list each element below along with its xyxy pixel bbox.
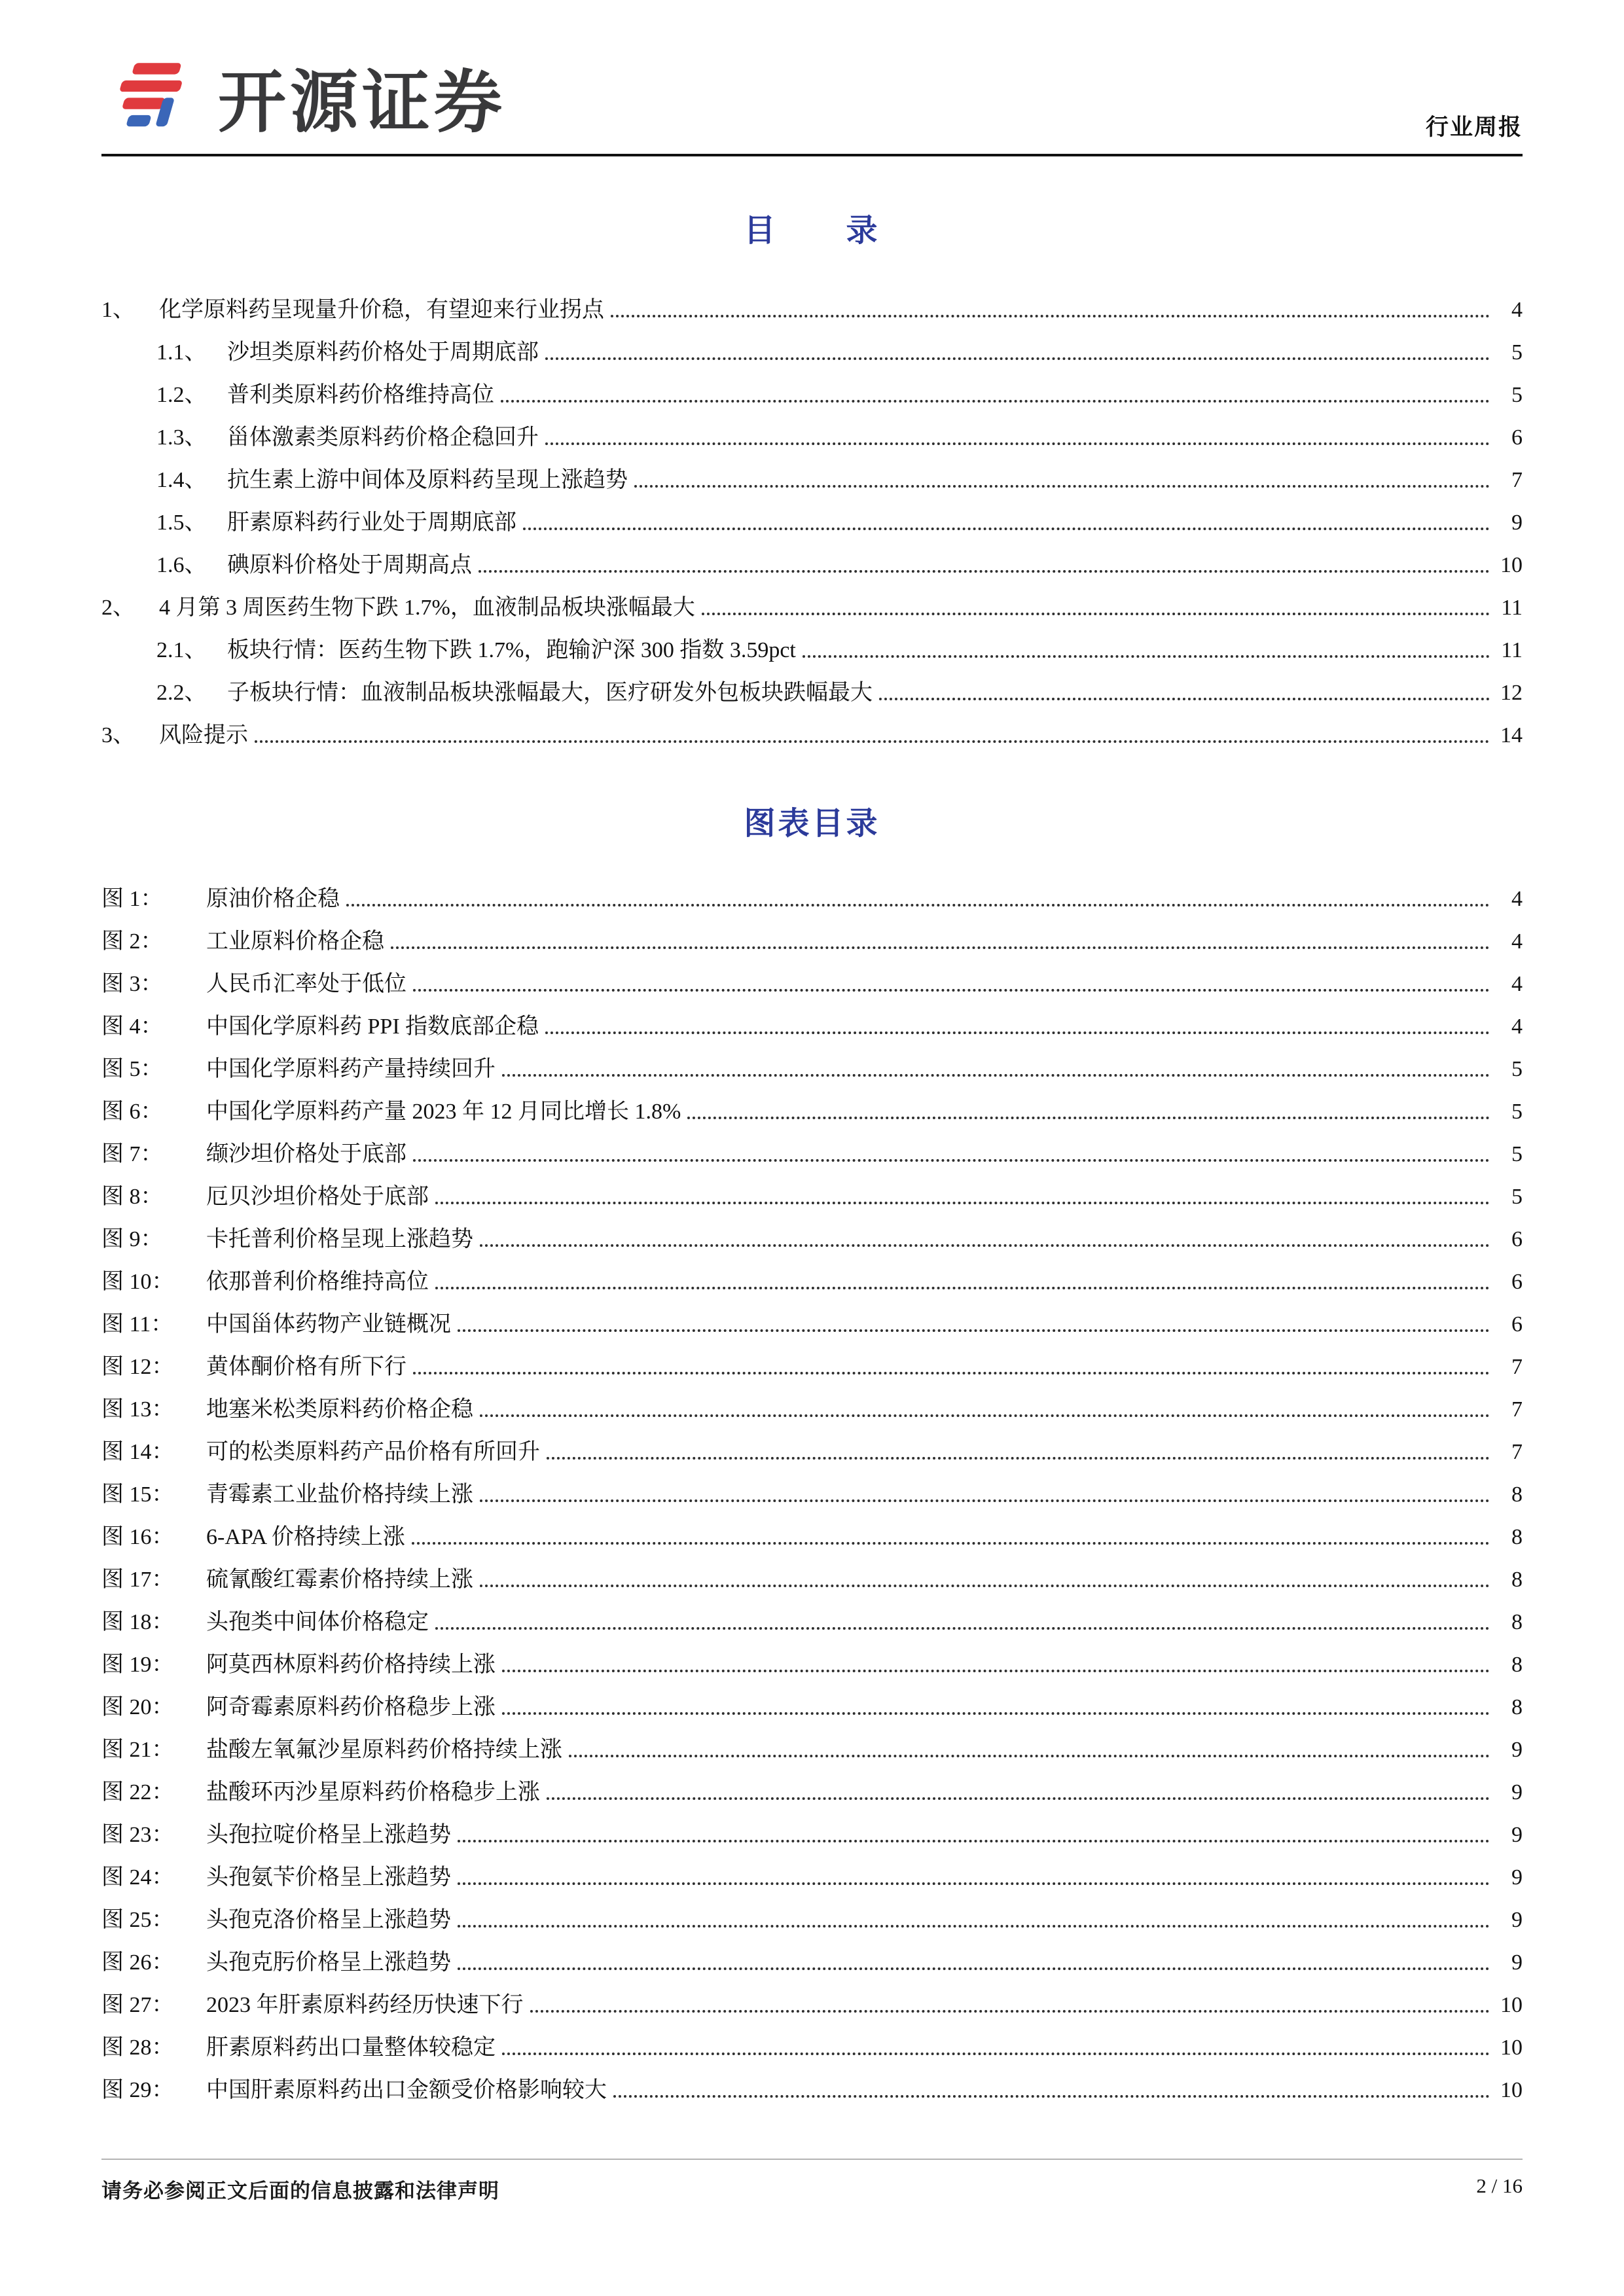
figure-entry[interactable]	[101, 1977, 1523, 2019]
figure-entry-number: 图 24：	[101, 1865, 174, 1890]
figure-entry[interactable]	[101, 1083, 1523, 1126]
figure-dotted-leader	[547, 1457, 1490, 1460]
figure-entry-page: 6	[1511, 1270, 1523, 1295]
toc-entry-number: 2.1、	[156, 638, 207, 663]
toc-list	[101, 281, 1523, 749]
toc-dotted-leader	[803, 655, 1490, 658]
figure-entry-number: 图 19：	[101, 1653, 174, 1677]
toc-entry-title: 化学原料药呈现量升价稳，有望迎来行业拐点	[159, 298, 604, 323]
toc-entry-number: 3、	[101, 723, 135, 748]
toc-entry-number: 2.2、	[156, 681, 207, 706]
figure-entry-number: 图 11：	[101, 1312, 173, 1337]
figure-entry[interactable]	[101, 1934, 1523, 1977]
figure-entry[interactable]	[101, 1381, 1523, 1424]
figure-entry-page: 9	[1511, 1738, 1523, 1763]
figure-entry-number: 图 4：	[101, 1014, 163, 1039]
figure-entry[interactable]	[101, 1721, 1523, 1764]
figure-entry-title: 2023 年肝素原料药经历快速下行	[206, 1993, 524, 2018]
toc-dotted-leader	[255, 740, 1490, 743]
figure-entry[interactable]	[101, 2062, 1523, 2104]
toc-entry-title: 板块行情：医药生物下跌 1.7%，跑输沪深 300 指数 3.59pct	[227, 638, 796, 663]
toc-dotted-leader	[523, 528, 1490, 530]
figure-entry-page: 8	[1511, 1525, 1523, 1550]
figure-dotted-leader	[480, 1244, 1490, 1247]
toc-dotted-leader	[879, 698, 1490, 700]
toc-entry-title: 子板块行情：血液制品板块涨幅最大，医疗研发外包板块跌幅最大	[227, 681, 873, 706]
figure-entry-number: 图 10：	[101, 1270, 174, 1295]
figure-entry-number: 图 2：	[101, 929, 163, 954]
figure-entry-number: 图 16：	[101, 1525, 174, 1550]
figure-entry[interactable]	[101, 1806, 1523, 1849]
figure-entry-page: 8	[1511, 1482, 1523, 1507]
figure-entry[interactable]	[101, 956, 1523, 998]
toc-dotted-leader	[702, 613, 1490, 615]
page-header	[101, 58, 1523, 156]
figure-entry[interactable]	[101, 1764, 1523, 1806]
figure-dotted-leader	[687, 1117, 1490, 1119]
figure-entry-title: 中国甾体药物产业链概况	[206, 1312, 451, 1337]
toc-entry-title: 风险提示	[159, 723, 248, 748]
figure-entry-title: 人民币汇率处于低位	[206, 972, 406, 997]
footer-page-number: 2 / 16	[1476, 2174, 1523, 2197]
toc-entry-page: 12	[1500, 681, 1523, 706]
figure-entry[interactable]	[101, 1211, 1523, 1253]
figure-entry[interactable]	[101, 1041, 1523, 1083]
report-type-label: 行业周报	[1425, 115, 1523, 140]
figure-entry-page: 7	[1511, 1355, 1523, 1380]
figure-dotted-leader	[480, 1585, 1490, 1587]
figure-entry-page: 8	[1511, 1568, 1523, 1592]
figure-dotted-leader	[545, 1031, 1490, 1034]
figure-entry-title: 中国肝素原料药出口金额受价格影响较大	[206, 2078, 607, 2103]
brand-logo	[101, 58, 506, 147]
figure-dotted-leader	[435, 1287, 1490, 1289]
figure-entry-title: 阿奇霉素原料药价格稳步上涨	[206, 1695, 496, 1720]
figure-dotted-leader	[458, 1882, 1490, 1885]
page-footer	[101, 2159, 1523, 2204]
figure-entry-title: 依那普利价格维持高位	[206, 1270, 429, 1295]
figure-entry-title: 青霉素工业盐价格持续上涨	[206, 1482, 473, 1507]
figure-dotted-leader	[435, 1627, 1490, 1630]
figure-entry-number: 图 14：	[101, 1440, 174, 1465]
figure-entry-page: 9	[1511, 1865, 1523, 1890]
toc-entry-title: 碘原料价格处于周期高点	[227, 553, 472, 578]
figure-entry[interactable]	[101, 1551, 1523, 1594]
figure-entry[interactable]	[101, 870, 1523, 913]
figure-entry-title: 头孢拉啶价格呈上涨趋势	[206, 1823, 451, 1848]
figure-dotted-leader	[346, 904, 1490, 906]
figure-dotted-leader	[458, 1925, 1490, 1928]
figure-entry-page: 5	[1511, 1100, 1523, 1124]
toc-entry-number: 1、	[101, 298, 135, 323]
toc-entry-page: 6	[1511, 425, 1523, 450]
figure-entry-number: 图 1：	[101, 887, 163, 912]
toc-dotted-leader	[611, 315, 1490, 317]
figure-entry-title: 肝素原料药出口量整体较稳定	[206, 2036, 496, 2060]
figure-entry-number: 图 22：	[101, 1780, 174, 1805]
figure-entry[interactable]	[101, 1892, 1523, 1934]
figure-entry[interactable]	[101, 1424, 1523, 1466]
toc-entry-page: 10	[1500, 553, 1523, 578]
brand-logo-text: 开源证券	[218, 64, 507, 141]
figure-entry-title: 头孢克肟价格呈上涨趋势	[206, 1950, 451, 1975]
toc-entry[interactable]	[101, 537, 1523, 579]
figure-entry[interactable]	[101, 1168, 1523, 1211]
toc-entry[interactable]	[101, 579, 1523, 622]
figure-entry[interactable]	[101, 1509, 1523, 1551]
figure-dotted-leader	[502, 2053, 1490, 2055]
toc-title: 目 录	[744, 213, 880, 248]
toc-entry-number: 1.3、	[156, 425, 207, 450]
toc-entry-page: 5	[1511, 340, 1523, 365]
figure-dotted-leader	[413, 989, 1490, 992]
figure-entry[interactable]	[101, 1594, 1523, 1636]
figure-entry-page: 8	[1511, 1610, 1523, 1635]
figure-entry-page: 10	[1500, 2036, 1523, 2060]
figure-dotted-leader	[502, 1074, 1490, 1077]
toc-dotted-leader	[545, 442, 1490, 445]
toc-entry-page: 11	[1501, 596, 1523, 620]
figure-entry-title: 头孢氨苄价格呈上涨趋势	[206, 1865, 451, 1890]
toc-entry-page: 9	[1511, 511, 1523, 535]
toc-entry-title: 沙坦类原料药价格处于周期底部	[227, 340, 539, 365]
toc-dotted-leader	[634, 485, 1490, 488]
figure-entry-number: 图 20：	[101, 1695, 174, 1720]
brand-logo-icon	[101, 58, 200, 147]
figure-entry-page: 4	[1511, 887, 1523, 912]
figure-dotted-leader	[547, 1797, 1490, 1800]
figure-entry-title: 6-APA 价格持续上涨	[206, 1525, 405, 1550]
figure-entry-page: 10	[1500, 2078, 1523, 2103]
figure-dotted-leader	[502, 1670, 1490, 1672]
figure-entry-page: 8	[1511, 1695, 1523, 1720]
figure-entry-page: 7	[1511, 1397, 1523, 1422]
toc-entry-title: 4 月第 3 周医药生物下跌 1.7%，血液制品板块涨幅最大	[159, 596, 695, 620]
toc-dotted-leader	[545, 357, 1490, 360]
figure-entry-page: 6	[1511, 1312, 1523, 1337]
figure-entry-title: 地塞米松类原料药价格企稳	[206, 1397, 473, 1422]
figure-entry-page: 5	[1511, 1142, 1523, 1167]
figure-dotted-leader	[480, 1414, 1490, 1417]
figure-entry-number: 图 21：	[101, 1738, 174, 1763]
figure-entry-title: 缬沙坦价格处于底部	[206, 1142, 406, 1167]
toc-entry[interactable]	[101, 622, 1523, 664]
figure-entry[interactable]	[101, 1296, 1523, 1338]
toc-entry[interactable]	[101, 452, 1523, 494]
figure-entry-title: 中国化学原料药产量 2023 年 12 月同比增长 1.8%	[206, 1100, 681, 1124]
figure-entry-page: 4	[1511, 1014, 1523, 1039]
toc-entry[interactable]	[101, 707, 1523, 749]
toc-entry-title: 普利类原料药价格维持高位	[227, 383, 494, 408]
figure-entry-number: 图 25：	[101, 1908, 174, 1933]
toc-entry-page: 4	[1511, 298, 1523, 323]
figure-entry-title: 头孢类中间体价格稳定	[206, 1610, 429, 1635]
toc-entry-number: 1.1、	[156, 340, 207, 365]
figure-entry-title: 厄贝沙坦价格处于底部	[206, 1185, 429, 1210]
toc-entry-number: 2、	[101, 596, 135, 620]
figure-dotted-leader	[413, 1372, 1490, 1374]
toc-entry[interactable]	[101, 409, 1523, 452]
figure-dotted-leader	[391, 946, 1490, 949]
figure-entry-page: 6	[1511, 1227, 1523, 1252]
figure-entry[interactable]	[101, 1636, 1523, 1679]
figure-entry-page: 7	[1511, 1440, 1523, 1465]
toc-entry-page: 7	[1511, 468, 1523, 493]
toc-entry[interactable]	[101, 494, 1523, 537]
figure-entry-number: 图 9：	[101, 1227, 163, 1252]
figure-entry-title: 原油价格企稳	[206, 887, 340, 912]
figure-entry-number: 图 3：	[101, 972, 163, 997]
figure-entry-number: 图 6：	[101, 1100, 163, 1124]
figure-entry-number: 图 8：	[101, 1185, 163, 1210]
toc-entry-title: 甾体激素类原料药价格企稳回升	[227, 425, 539, 450]
figure-entry[interactable]	[101, 1126, 1523, 1168]
figure-toc-title: 图表目录	[744, 806, 880, 841]
figure-entry-page: 9	[1511, 1908, 1523, 1933]
figure-dotted-leader	[613, 2095, 1490, 2098]
toc-entry-page: 5	[1511, 383, 1523, 408]
toc-entry[interactable]	[101, 324, 1523, 367]
figure-entry-page: 9	[1511, 1823, 1523, 1848]
figure-dotted-leader	[412, 1542, 1490, 1545]
figure-entry[interactable]	[101, 2019, 1523, 2062]
figure-entry-page: 5	[1511, 1185, 1523, 1210]
figure-entry-page: 5	[1511, 1057, 1523, 1082]
figure-entry-number: 图 18：	[101, 1610, 174, 1635]
figure-entry-title: 中国化学原料药产量持续回升	[206, 1057, 496, 1082]
figure-entry[interactable]	[101, 1679, 1523, 1721]
figure-list	[101, 870, 1523, 2104]
figure-entry-title: 工业原料价格企稳	[206, 929, 384, 954]
figure-entry-title: 黄体酮价格有所下行	[206, 1355, 406, 1380]
toc-dotted-leader	[501, 400, 1490, 403]
figure-entry-title: 中国化学原料药 PPI 指数底部企稳	[206, 1014, 539, 1039]
figure-entry-page: 9	[1511, 1950, 1523, 1975]
figure-entry[interactable]	[101, 1466, 1523, 1509]
toc-entry-page: 11	[1501, 638, 1523, 663]
figure-dotted-leader	[502, 1712, 1490, 1715]
toc-entry-number: 1.5、	[156, 511, 207, 535]
figure-entry-number: 图 29：	[101, 2078, 174, 2103]
figure-entry-page: 8	[1511, 1653, 1523, 1677]
figure-entry-page: 4	[1511, 929, 1523, 954]
figure-entry-number: 图 27：	[101, 1993, 174, 2018]
figure-dotted-leader	[458, 1329, 1490, 1332]
figure-dotted-leader	[480, 1499, 1490, 1502]
figure-entry-number: 图 7：	[101, 1142, 163, 1167]
figure-entry[interactable]	[101, 913, 1523, 956]
figure-entry-title: 头孢克洛价格呈上涨趋势	[206, 1908, 451, 1933]
toc-entry[interactable]	[101, 281, 1523, 324]
figure-entry-page: 9	[1511, 1780, 1523, 1805]
figure-entry-page: 10	[1500, 1993, 1523, 2018]
toc-entry-number: 1.4、	[156, 468, 207, 493]
toc-entry-title: 肝素原料药行业处于周期底部	[227, 511, 516, 535]
figure-entry-number: 图 23：	[101, 1823, 174, 1848]
toc-dotted-leader	[478, 570, 1490, 573]
figure-entry-number: 图 28：	[101, 2036, 174, 2060]
toc-entry-title: 抗生素上游中间体及原料药呈现上涨趋势	[227, 468, 628, 493]
toc-entry[interactable]	[101, 664, 1523, 707]
figure-entry-title: 卡托普利价格呈现上涨趋势	[206, 1227, 473, 1252]
figure-entry-title: 盐酸环丙沙星原料药价格稳步上涨	[206, 1780, 540, 1805]
figure-entry-number: 图 13：	[101, 1397, 174, 1422]
figure-entry-title: 盐酸左氧氟沙星原料药价格持续上涨	[206, 1738, 562, 1763]
figure-entry-number: 图 17：	[101, 1568, 174, 1592]
figure-dotted-leader	[413, 1159, 1490, 1162]
toc-entry-number: 1.2、	[156, 383, 207, 408]
figure-entry-number: 图 5：	[101, 1057, 163, 1082]
figure-dotted-leader	[458, 1840, 1490, 1842]
figure-entry-number: 图 12：	[101, 1355, 174, 1380]
figure-entry[interactable]	[101, 1849, 1523, 1892]
figure-entry-title: 可的松类原料药产品价格有所回升	[206, 1440, 540, 1465]
toc-entry-number: 1.6、	[156, 553, 207, 578]
figure-entry[interactable]	[101, 1253, 1523, 1296]
figure-dotted-leader	[435, 1202, 1490, 1204]
figure-entry[interactable]	[101, 998, 1523, 1041]
toc-entry[interactable]	[101, 367, 1523, 409]
figure-entry-title: 阿莫西林原料药价格持续上涨	[206, 1653, 496, 1677]
figure-entry-title: 硫氰酸红霉素价格持续上涨	[206, 1568, 473, 1592]
figure-entry[interactable]	[101, 1338, 1523, 1381]
figure-dotted-leader	[530, 2010, 1490, 2013]
footer-disclaimer: 请务必参阅正文后面的信息披露和法律声明	[101, 2179, 499, 2202]
figure-dotted-leader	[569, 1755, 1490, 1757]
figure-dotted-leader	[458, 1967, 1490, 1970]
figure-entry-page: 4	[1511, 972, 1523, 997]
figure-entry-number: 图 15：	[101, 1482, 174, 1507]
figure-entry-number: 图 26：	[101, 1950, 174, 1975]
toc-entry-page: 14	[1500, 723, 1523, 748]
